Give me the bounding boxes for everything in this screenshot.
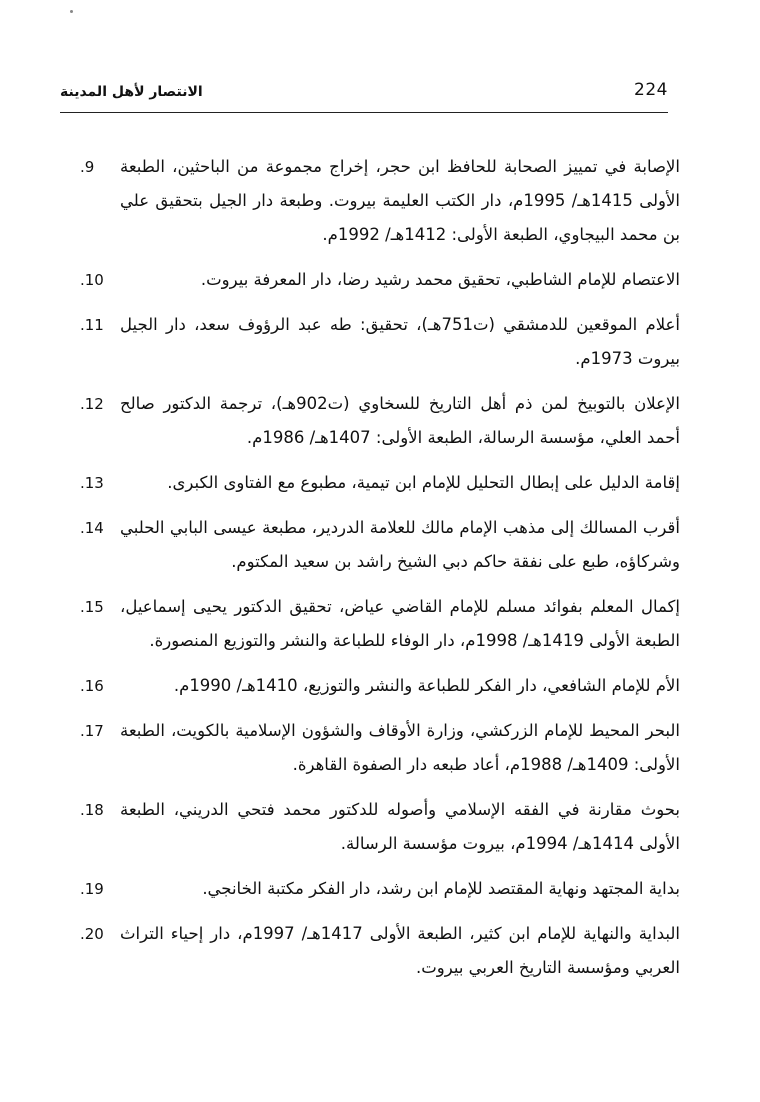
bibliography-entry	[80, 714, 680, 782]
entry-number: .11	[80, 316, 104, 334]
bibliography-entry	[80, 793, 680, 861]
bibliography-entry	[80, 308, 680, 376]
entry-text: إكمال المعلم بفوائد مسلم للإمام القاضي عياض، تحقيق الدكتور يحيى إسماعيل، الطبعة الأولى 1419هـ/ 1998م، دار الوفاء للطباعة والنشر والتوزيع المنصورة.	[120, 597, 680, 650]
page-number: 224	[634, 80, 668, 100]
bibliography-entry	[80, 669, 680, 703]
entry-text: البحر المحيط للإمام الزركشي، وزارة الأوقاف والشؤون الإسلامية بالكويت، الطبعة الأولى: 1409هـ/ 1988م، أعاد طبعه دار الصفوة القاهرة.	[120, 721, 680, 774]
entry-text: الاعتصام للإمام الشاطبي، تحقيق محمد رشيد رضا، دار المعرفة بيروت.	[200, 270, 680, 289]
entry-text: بداية المجتهد ونهاية المقتصد للإمام ابن رشد، دار الفكر مكتبة الخانجي.	[202, 879, 680, 898]
entry-text: البداية والنهاية للإمام ابن كثير، الطبعة الأولى 1417هـ/ 1997م، دار إحياء التراث العربي ومؤسسة التاريخ العربي بيروت.	[120, 924, 680, 977]
entry-number: .9	[80, 158, 95, 176]
entry-text: الأم للإمام الشافعي، دار الفكر للطباعة والنشر والتوزيع، 1410هـ/ 1990م.	[173, 676, 680, 695]
entry-number: .13	[80, 474, 104, 492]
running-title: الانتصار لأهل المدينة	[60, 84, 203, 100]
running-header	[60, 78, 668, 113]
entry-number: .16	[80, 677, 104, 695]
entry-text: الإصابة في تمييز الصحابة للحافظ ابن حجر، إخراج مجموعة من الباحثين، الطبعة الأولى 1415هـ/ 1995م، دار الكتب العليمة بيروت. وطبعة دار الجيل بتحقيق علي بن محمد البيجاوي، الطبعة الأولى: 1412هـ/ 1992م.	[120, 157, 680, 244]
bibliography-entry	[80, 263, 680, 297]
entry-number: .12	[80, 395, 104, 413]
bibliography-entry	[80, 590, 680, 658]
bibliography-entry	[80, 150, 680, 252]
entry-text: إقامة الدليل على إبطال التحليل للإمام ابن تيمية، مطبوع مع الفتاوى الكبرى.	[167, 473, 680, 492]
bibliography-entry	[80, 466, 680, 500]
entry-number: .14	[80, 519, 104, 537]
entry-text: الإعلان بالتوبيخ لمن ذم أهل التاريخ للسخاوي (ت902هـ)، ترجمة الدكتور صالح أحمد العلي، مؤسسة الرسالة، الطبعة الأولى: 1407هـ/ 1986م.	[120, 394, 680, 447]
bibliography-entry	[80, 917, 680, 985]
entry-number: .17	[80, 722, 104, 740]
bibliography-entry	[80, 872, 680, 906]
entry-number: .15	[80, 598, 104, 616]
entry-number: .19	[80, 880, 104, 898]
scan-dot	[70, 10, 73, 13]
bibliography-entry	[80, 511, 680, 579]
entry-number: .20	[80, 925, 104, 943]
entry-number: .18	[80, 801, 104, 819]
bibliography-list	[80, 150, 680, 996]
entry-text: بحوث مقارنة في الفقه الإسلامي وأصوله للدكتور محمد فتحي الدريني، الطبعة الأولى 1414هـ/ 1994م، بيروت مؤسسة الرسالة.	[120, 800, 680, 853]
entry-text: أعلام الموقعين للدمشقي (ت751هـ)، تحقيق: طه عبد الرؤوف سعد، دار الجيل بيروت 1973م.	[120, 315, 680, 368]
entry-number: .10	[80, 271, 104, 289]
bibliography-entry	[80, 387, 680, 455]
entry-text: أقرب المسالك إلى مذهب الإمام مالك للعلامة الدردير، مطبعة عيسى البابي الحلبي وشركاؤه، طبع على نفقة حاكم دبي الشيخ راشد بن سعيد المكتوم.	[120, 518, 680, 571]
